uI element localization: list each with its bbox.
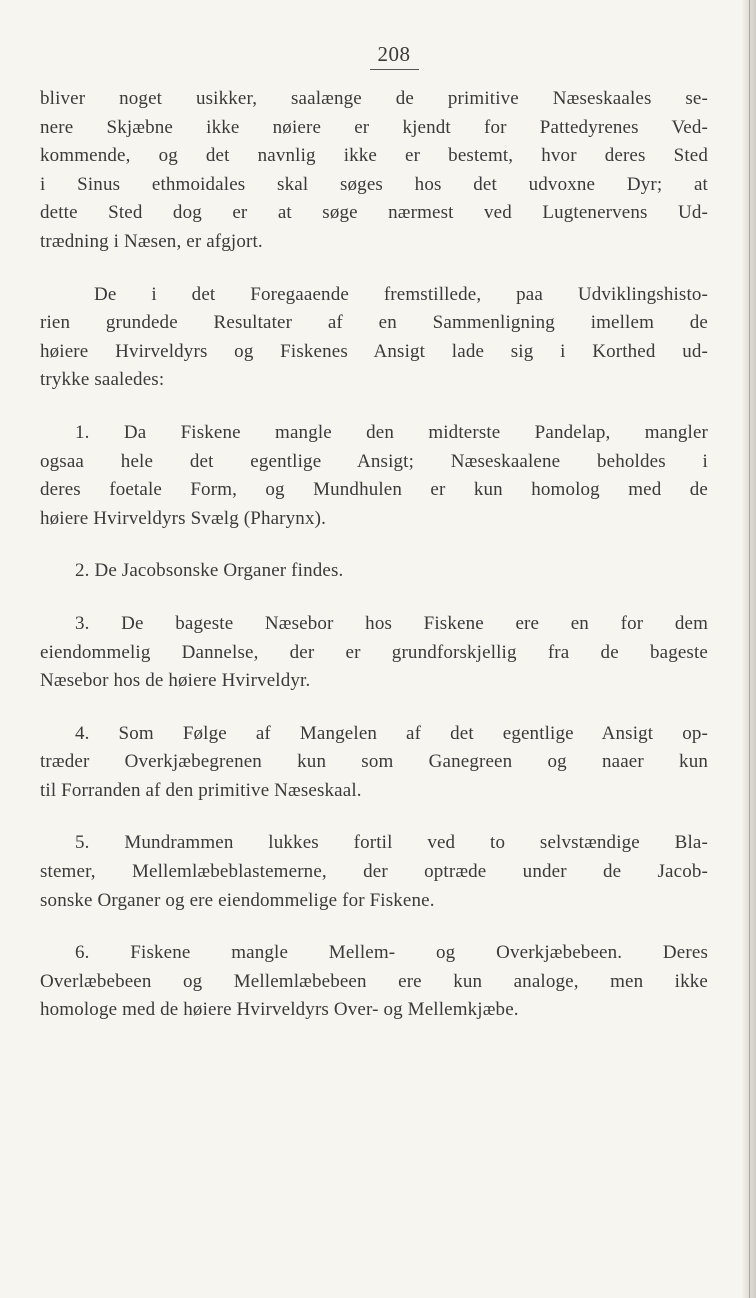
text-line: 6. Fiskene mangle Mellem- og Overkjæbebeen. Deres: [75, 942, 708, 964]
text-line: nere Skjæbne ikke nøiere er kjendt for Pattedyrenes Ved-: [40, 116, 708, 138]
list-item-5: [40, 829, 708, 915]
text-line: stemer, Mellemlæbeblastemerne, der optræde under de Jacob-: [40, 861, 708, 883]
text-line: Overlæbebeen og Mellemlæbebeen ere kun analoge, men ikke: [40, 970, 708, 992]
list-item-2: [40, 557, 708, 586]
text-line: høiere Hvirveldyrs Svælg (Pharynx).: [40, 507, 326, 529]
text-line: trædning i Næsen, er afgjort.: [40, 230, 263, 252]
text-line: 5. Mundrammen lukkes fortil ved to selvstændige Bla-: [75, 832, 708, 854]
text-line: høiere Hvirveldyrs og Fiskenes Ansigt lade sig i Korthed ud-: [40, 340, 708, 362]
text-line: deres foetale Form, og Mundhulen er kun homolog med de: [40, 479, 708, 501]
text-line: De i det Foregaaende fremstillede, paa Udviklingshisto-: [94, 283, 708, 305]
page-edge-line: [749, 0, 750, 1298]
list-item-1: [40, 419, 708, 533]
list-item-3: [40, 610, 708, 696]
text-line: trykke saaledes:: [40, 369, 165, 391]
summary-paragraph: [40, 281, 708, 395]
intro-paragraph: [40, 85, 708, 257]
text-line: ogsaa hele det egentlige Ansigt; Næseskaalene beholdes i: [40, 450, 708, 472]
text-line: 4. Som Følge af Mangelen af det egentlige Ansigt op-: [75, 722, 708, 744]
page-header: [0, 42, 756, 70]
text-line: kommende, og det navnlig ikke er bestemt, hvor deres Sted: [40, 145, 708, 167]
text-line: 2. De Jacobsonske Organer findes.: [75, 560, 344, 582]
list-item-6: [40, 939, 708, 1025]
text-line: sonske Organer og ere eiendommelige for Fiskene.: [40, 889, 435, 911]
text-line: træder Overkjæbegrenen kun som Ganegreen og naaer kun: [40, 751, 708, 773]
text-line: dette Sted dog er at søge nærmest ved Lugtenervens Ud-: [40, 202, 708, 224]
text-line: homologe med de høiere Hvirveldyrs Over- og Mellemkjæbe.: [40, 999, 519, 1021]
page-body: [40, 85, 708, 1025]
text-line: rien grundede Resultater af en Sammenligning imellem de: [40, 312, 708, 334]
text-line: 1. Da Fiskene mangle den midterste Pandelap, mangler: [75, 421, 708, 443]
text-line: i Sinus ethmoidales skal søges hos det udvoxne Dyr; at: [40, 173, 708, 195]
list-item-4: [40, 720, 708, 806]
text-line: bliver noget usikker, saalænge de primitive Næseskaales se-: [40, 88, 708, 109]
text-line: eiendommelig Dannelse, der er grundforskjellig fra de bageste: [40, 641, 708, 663]
page-number: 208: [370, 42, 419, 70]
text-line: 3. De bageste Næsebor hos Fiskene ere en for dem: [75, 612, 708, 634]
text-line: til Forranden af den primitive Næseskaal.: [40, 779, 362, 801]
text-line: Næsebor hos de høiere Hvirveldyr.: [40, 670, 311, 692]
